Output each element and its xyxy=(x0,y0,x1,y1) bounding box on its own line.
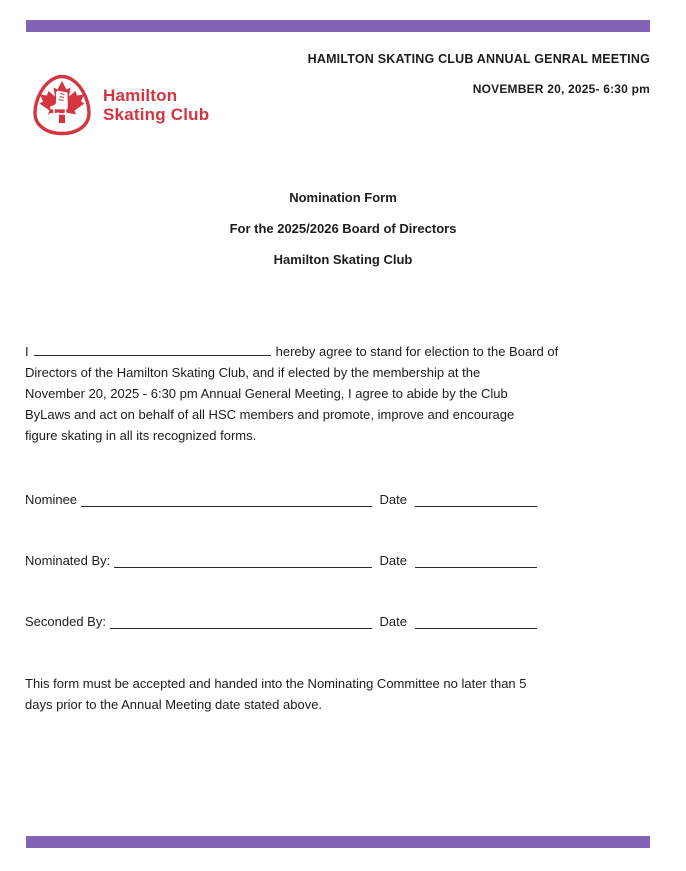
form-title: Nomination Form xyxy=(289,190,397,205)
submission-note-line-2: days prior to the Annual Meeting date stated above. xyxy=(25,697,323,712)
seconded-by-name-field[interactable] xyxy=(110,628,372,629)
club-logo xyxy=(30,73,209,137)
nominee-row xyxy=(25,490,537,507)
agreement-prefix: I xyxy=(25,344,29,359)
nominated-by-date-field[interactable] xyxy=(415,567,537,568)
club-logo-name-line2: Skating Club xyxy=(103,105,210,124)
nominee-name-field[interactable] xyxy=(81,506,372,507)
agreement-line-1 xyxy=(25,341,661,362)
seconded-by-date-field[interactable] xyxy=(415,628,537,629)
club-logo-name-line1: Hamilton xyxy=(103,86,178,105)
agreement-line-5: figure skating in all its recognized forms. xyxy=(25,428,257,443)
maple-leaf-skate-badge-icon xyxy=(30,73,94,137)
nominated-by-name-field[interactable] xyxy=(114,567,371,568)
club-logo-wordmark xyxy=(103,86,209,124)
bottom-accent-bar xyxy=(26,836,650,848)
top-accent-bar xyxy=(26,20,650,32)
agreement-paragraph xyxy=(25,341,661,446)
seconded-by-date-label: Date xyxy=(379,614,407,629)
meeting-header xyxy=(308,51,650,97)
form-subtitle-club: Hamilton Skating Club xyxy=(273,252,413,267)
submission-note-line-1: This form must be accepted and handed into the Nominating Committee no later than 5 xyxy=(25,676,527,691)
nominee-date-label: Date xyxy=(379,492,407,507)
nominated-by-label: Nominated By: xyxy=(25,553,111,568)
agreement-line-4: ByLaws and act on behalf of all HSC members and promote, improve and encourage xyxy=(25,407,515,422)
meeting-datetime: NOVEMBER 20, 2025- 6:30 pm xyxy=(472,82,650,96)
nominated-by-date-label: Date xyxy=(379,553,407,568)
nominee-date-field[interactable] xyxy=(415,506,537,507)
agreement-line-2: Directors of the Hamilton Skating Club, and if elected by the membership at the xyxy=(25,365,481,380)
nominated-by-row xyxy=(25,551,537,568)
meeting-title: HAMILTON SKATING CLUB ANNUAL GENRAL MEETING xyxy=(307,52,650,66)
agreement-line-3: November 20, 2025 - 6:30 pm Annual General Meeting, I agree to abide by the Club xyxy=(25,386,508,401)
form-subtitle-board: For the 2025/2026 Board of Directors xyxy=(229,221,457,236)
submission-note xyxy=(25,673,661,715)
seconded-by-label: Seconded By: xyxy=(25,614,106,629)
nominee-label: Nominee xyxy=(25,492,78,507)
seconded-by-row xyxy=(25,612,537,629)
signature-rows xyxy=(25,490,537,673)
declarant-name-field[interactable] xyxy=(34,343,271,356)
form-titles xyxy=(0,191,686,284)
agreement-suffix: hereby agree to stand for election to the Board of xyxy=(275,344,559,359)
